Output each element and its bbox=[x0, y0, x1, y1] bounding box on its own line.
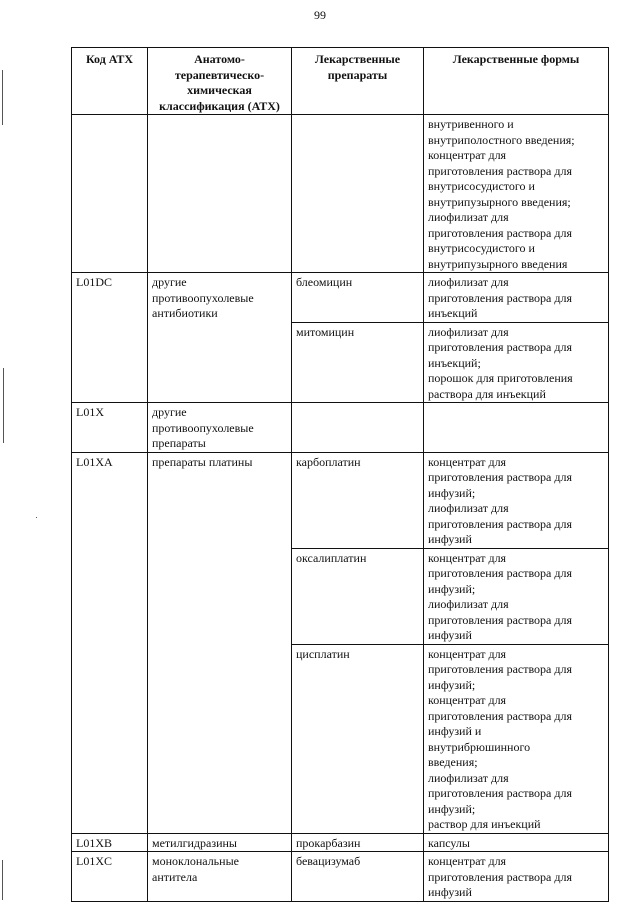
drug-cell: карбоплатин bbox=[292, 452, 424, 548]
table-row bbox=[72, 403, 609, 453]
classification-cell: метилгидразины bbox=[148, 833, 292, 852]
table-header-row bbox=[72, 48, 609, 115]
classification-cell: другие противоопухолевые антибиотики bbox=[148, 273, 292, 403]
margin-mark bbox=[2, 860, 3, 900]
classification-cell: другие противоопухолевые препараты bbox=[148, 403, 292, 453]
code-cell: L01XA bbox=[72, 452, 148, 833]
code-cell: L01XB bbox=[72, 833, 148, 852]
header-classification: Анатомо- терапевтическо- химическая классификация (АТХ) bbox=[148, 48, 292, 115]
drug-cell bbox=[292, 403, 424, 453]
atc-table bbox=[71, 47, 609, 902]
table-row bbox=[72, 452, 609, 548]
drug-cell: блеомицин bbox=[292, 273, 424, 323]
forms-cell: концентрат для приготовления раствора для инфузий; концентрат для приготовления раствора для инфузий и внутрибрюшинного введения; лиофилизат для приготовления раствора для инфузий; раствор для инъекций bbox=[424, 644, 609, 833]
margin-mark bbox=[2, 70, 3, 125]
margin-dot bbox=[36, 517, 37, 518]
classification-cell: моноклональные антитела bbox=[148, 852, 292, 902]
drug-cell: прокарбазин bbox=[292, 833, 424, 852]
drug-cell: бевацизумаб bbox=[292, 852, 424, 902]
forms-cell: капсулы bbox=[424, 833, 609, 852]
code-cell: L01X bbox=[72, 403, 148, 453]
forms-cell: лиофилизат для приготовления раствора для инъекций bbox=[424, 273, 609, 323]
code-cell: L01DC bbox=[72, 273, 148, 403]
drug-cell: оксалиплатин bbox=[292, 548, 424, 644]
drug-cell: цисплатин bbox=[292, 644, 424, 833]
header-drugs: Лекарственные препараты bbox=[292, 48, 424, 115]
forms-cell bbox=[424, 403, 609, 453]
forms-cell: концентрат для приготовления раствора для инфузий; лиофилизат для приготовления раствора для инфузий bbox=[424, 452, 609, 548]
forms-cell: концентрат для приготовления раствора для инфузий; лиофилизат для приготовления раствора для инфузий bbox=[424, 548, 609, 644]
table-row bbox=[72, 115, 609, 273]
page-number: 99 bbox=[314, 8, 326, 22]
classification-cell bbox=[148, 115, 292, 273]
forms-cell: внутривенного и внутриполостного введения; концентрат для приготовления раствора для внутрисосудистого и внутрипузырного введения; лиофилизат для приготовления раствора для внутрисосудистого и внутрипузырного введения bbox=[424, 115, 609, 273]
code-cell: L01XC bbox=[72, 852, 148, 902]
forms-cell: концентрат для приготовления раствора для инфузий bbox=[424, 852, 609, 902]
header-code: Код АТХ bbox=[72, 48, 148, 115]
classification-cell: препараты платины bbox=[148, 452, 292, 833]
drug-cell: митомицин bbox=[292, 322, 424, 403]
table-row bbox=[72, 273, 609, 323]
code-cell bbox=[72, 115, 148, 273]
margin-mark bbox=[3, 368, 4, 443]
table-row bbox=[72, 833, 609, 852]
header-forms: Лекарственные формы bbox=[424, 48, 609, 115]
forms-cell: лиофилизат для приготовления раствора для инъекций; порошок для приготовления раствора для инъекций bbox=[424, 322, 609, 403]
drug-cell bbox=[292, 115, 424, 273]
table-row bbox=[72, 852, 609, 902]
